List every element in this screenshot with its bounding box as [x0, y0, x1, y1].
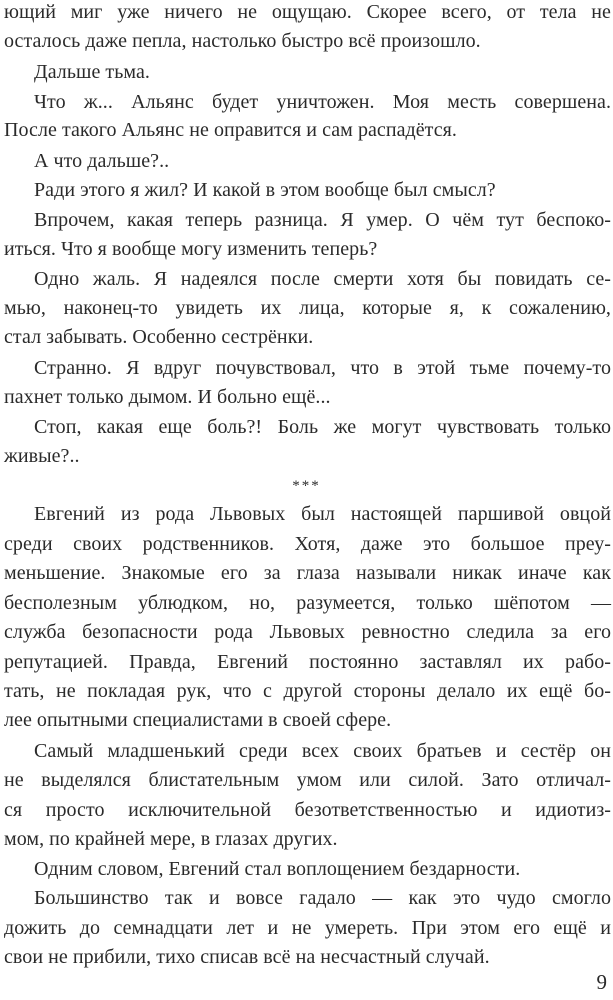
text-line: не выделялся блистательным умом или силой. Зато отличал-	[4, 769, 611, 791]
page-number: 9	[596, 970, 607, 994]
section-separator: ***	[292, 478, 321, 494]
text-line: мом, по крайней мере, в глазах других.	[4, 828, 338, 850]
text-line: лее опытными специалистами в своей сфере.	[4, 709, 392, 731]
text-line: Ради этого я жил? И какой в этом вообще был смысл?	[34, 179, 496, 201]
text-line: пахнет только дымом. И больно ещё...	[4, 386, 331, 408]
text-line: мью, наконец-то увидеть их лица, которые я, к сожалению,	[4, 297, 611, 319]
text-line: репутацией. Правда, Евгений постоянно заставлял их рабо-	[4, 651, 611, 673]
text-line: Одним словом, Евгений стал воплощением бездарности.	[34, 858, 521, 880]
text-line: Впрочем, какая теперь разница. Я умер. О чём тут беспоко-	[34, 209, 611, 231]
text-line: среди своих родственников. Хотя, даже это большое преу-	[4, 533, 611, 555]
text-line: Самый младшенький среди всех своих братьев и сестёр он	[34, 740, 611, 762]
text-line: свои не прибили, тихо списав всё на несчастный случай.	[4, 946, 490, 968]
text-line: меньшение. Знакомые его за глаза называли никак иначе как	[4, 562, 611, 584]
text-line: Стоп, какая еще боль?! Боль же могут чувствовать только	[34, 416, 611, 438]
text-line: Большинство так и вовсе гадало — как это чудо смогло	[34, 887, 611, 909]
text-line: служба безопасности рода Львовых ревностно следила за его	[4, 621, 611, 643]
text-line: живые?..	[4, 445, 80, 467]
text-line: После такого Альянс не оправится и сам распадётся.	[4, 119, 457, 141]
text-line: стал забывать. Особенно сестрёнки.	[4, 326, 314, 348]
text-line: осталось даже пепла, настолько быстро всё произошло.	[4, 30, 481, 52]
text-line: иться. Что я вообще могу изменить теперь?	[4, 238, 378, 260]
text-line: Странно. Я вдруг почувствовал, что в этой тьме почему-то	[34, 357, 611, 379]
text-line: Что ж... Альянс будет уничтожен. Моя месть совершена.	[34, 91, 611, 113]
text-line: А что дальше?..	[34, 150, 170, 172]
text-line: тать, не покладая рук, что с другой стороны делало их ещё бо-	[4, 680, 611, 702]
text-line: ся просто исключительной безответственностью и идиотиз-	[4, 799, 611, 821]
text-line: Одно жаль. Я надеялся после смерти хотя бы повидать се-	[34, 268, 611, 290]
text-line: Евгений из рода Львовых был настоящей паршивой овцой	[34, 503, 611, 525]
text-line: ющий миг уже ничего не ощущаю. Скорее всего, от тела не	[4, 1, 611, 23]
text-line: бесполезным ублюдком, но, разумеется, только шёпотом —	[4, 592, 611, 614]
text-line: Дальше тьма.	[34, 61, 150, 83]
text-line: дожить до семнадцати лет и не умереть. При этом его ещё и	[4, 917, 611, 939]
